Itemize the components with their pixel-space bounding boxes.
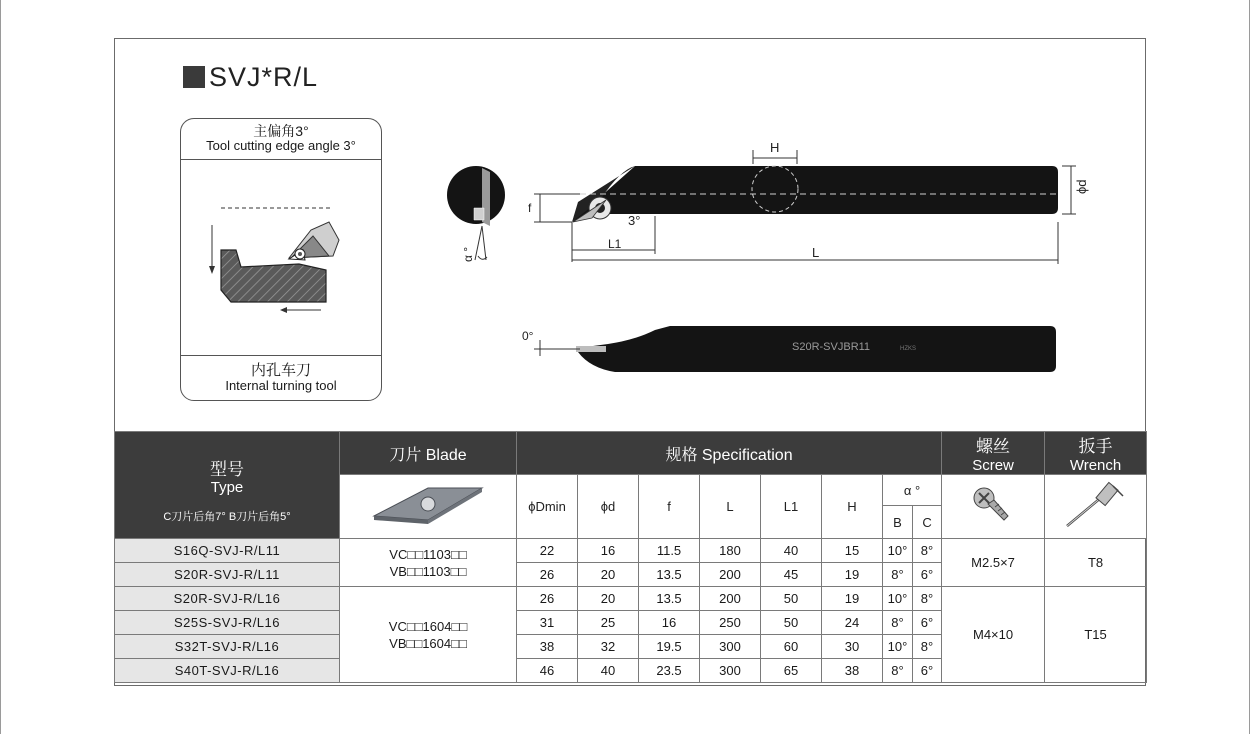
cutting-angle-panel [180, 118, 382, 401]
end-view [447, 166, 505, 262]
row-l: 180 [700, 539, 761, 563]
row-h: 30 [822, 635, 883, 659]
type-header-note: C刀片后角7° B刀片后角5° [163, 511, 291, 523]
row-d: 25 [578, 611, 639, 635]
blade-vc: VC□□1103□□ [389, 546, 467, 562]
row-c: 6° [913, 611, 942, 635]
col-d: ϕd [578, 475, 639, 539]
bar-marking-small: HZKS [900, 346, 917, 352]
row-c: 8° [913, 635, 942, 659]
col-f: f [639, 475, 700, 539]
side-view [522, 326, 1056, 372]
screw-header-en: Screw [972, 457, 1014, 474]
type-header [115, 432, 340, 539]
row-d: 16 [578, 539, 639, 563]
screw-icon [968, 480, 1018, 530]
page-title [183, 62, 318, 92]
blade-header: 刀片 Blade [340, 432, 517, 475]
table-row [115, 587, 1147, 611]
wrench-image-cell [1045, 475, 1147, 539]
title-text: SVJ*R/L [209, 62, 319, 92]
row-c: 8° [913, 587, 942, 611]
blade-code-cell [340, 587, 517, 683]
row-d: 32 [578, 635, 639, 659]
row-l1: 50 [761, 611, 822, 635]
type-header-cn: 型号 [210, 460, 244, 479]
row-l1: 50 [761, 587, 822, 611]
l1-label: L1 [608, 237, 622, 251]
angle-0-label: 0° [522, 329, 534, 343]
spec-header: 规格 Specification [517, 432, 942, 475]
row-h: 24 [822, 611, 883, 635]
row-dmin: 31 [517, 611, 578, 635]
row-dmin: 26 [517, 587, 578, 611]
wrench-icon [1061, 480, 1131, 530]
title-square-icon [183, 66, 205, 88]
wrench-value: T8 [1045, 539, 1147, 587]
row-type: S32T-SVJ-R/L16 [115, 635, 340, 659]
row-dmin: 26 [517, 563, 578, 587]
row-dmin: 46 [517, 659, 578, 683]
row-type: S40T-SVJ-R/L16 [115, 659, 340, 683]
row-type: S20R-SVJ-R/L11 [115, 563, 340, 587]
page-edge-left [0, 0, 1, 734]
row-h: 19 [822, 587, 883, 611]
row-b: 8° [883, 611, 913, 635]
type-header-en: Type [210, 479, 244, 496]
col-dmin: ϕDmin [517, 475, 578, 539]
screw-header-cn: 螺丝 [976, 437, 1011, 456]
row-type: S25S-SVJ-R/L16 [115, 611, 340, 635]
screw-value: M2.5×7 [942, 539, 1045, 587]
row-f: 13.5 [639, 563, 700, 587]
table-row [115, 539, 1147, 563]
internal-turning-diagram [181, 160, 381, 356]
wrench-value: T15 [1045, 587, 1147, 683]
wrench-header-cn: 扳手 [1078, 437, 1113, 456]
row-l: 250 [700, 611, 761, 635]
row-dmin: 22 [517, 539, 578, 563]
row-f: 19.5 [639, 635, 700, 659]
screw-header [942, 432, 1045, 475]
row-l: 300 [700, 659, 761, 683]
panel-header-cn: 主偏角3° [253, 123, 309, 139]
page-edge-right [1249, 0, 1250, 734]
row-h: 19 [822, 563, 883, 587]
col-b: B [883, 506, 913, 539]
header-row-1 [115, 432, 1147, 475]
phid-label: ϕd [1074, 179, 1089, 194]
bar-marking: S20R-SVJBR11 [792, 341, 871, 353]
panel-header [181, 119, 381, 160]
row-l: 200 [700, 563, 761, 587]
panel-header-en: Tool cutting edge angle 3° [206, 138, 356, 153]
row-b: 8° [883, 659, 913, 683]
insert-icon [368, 480, 488, 530]
row-c: 6° [913, 659, 942, 683]
row-l: 300 [700, 635, 761, 659]
col-c: C [913, 506, 942, 539]
specification-table [114, 431, 1147, 683]
row-f: 23.5 [639, 659, 700, 683]
row-d: 40 [578, 659, 639, 683]
row-l1: 45 [761, 563, 822, 587]
l-label: L [812, 245, 820, 260]
row-f: 16 [639, 611, 700, 635]
row-b: 10° [883, 587, 913, 611]
h-label: H [770, 140, 780, 155]
row-l1: 40 [761, 539, 822, 563]
row-type: S20R-SVJ-R/L16 [115, 587, 340, 611]
screw-value: M4×10 [942, 587, 1045, 683]
row-type: S16Q-SVJ-R/L11 [115, 539, 340, 563]
wrench-header [1045, 432, 1147, 475]
col-alpha: α ° [883, 475, 942, 506]
row-h: 38 [822, 659, 883, 683]
row-b: 10° [883, 539, 913, 563]
col-l1: L1 [761, 475, 822, 539]
angle-3-label: 3° [628, 213, 641, 228]
f-label: f [528, 201, 532, 215]
row-b: 10° [883, 635, 913, 659]
row-l1: 60 [761, 635, 822, 659]
blade-vb: VB□□1604□□ [389, 635, 467, 651]
panel-footer-cn: 内孔车刀 [250, 362, 311, 379]
blade-code-cell [340, 539, 517, 587]
wrench-header-en: Wrench [1069, 457, 1122, 474]
row-dmin: 38 [517, 635, 578, 659]
top-view [528, 140, 1089, 264]
blade-vc: VC□□1604□□ [388, 618, 468, 634]
blade-vb: VB□□1103□□ [389, 563, 467, 579]
alpha-label: α ° [461, 246, 475, 262]
row-b: 8° [883, 563, 913, 587]
row-c: 8° [913, 539, 942, 563]
row-l: 200 [700, 587, 761, 611]
row-f: 11.5 [639, 539, 700, 563]
col-h: H [822, 475, 883, 539]
row-f: 13.5 [639, 587, 700, 611]
row-c: 6° [913, 563, 942, 587]
row-l1: 65 [761, 659, 822, 683]
screw-image-cell [942, 475, 1045, 539]
blade-image-cell [340, 475, 517, 539]
tool-holder-drawing [430, 130, 1130, 390]
col-l: L [700, 475, 761, 539]
panel-footer [181, 355, 381, 400]
row-h: 15 [822, 539, 883, 563]
panel-footer-en: Internal turning tool [225, 378, 337, 393]
row-d: 20 [578, 587, 639, 611]
row-d: 20 [578, 563, 639, 587]
